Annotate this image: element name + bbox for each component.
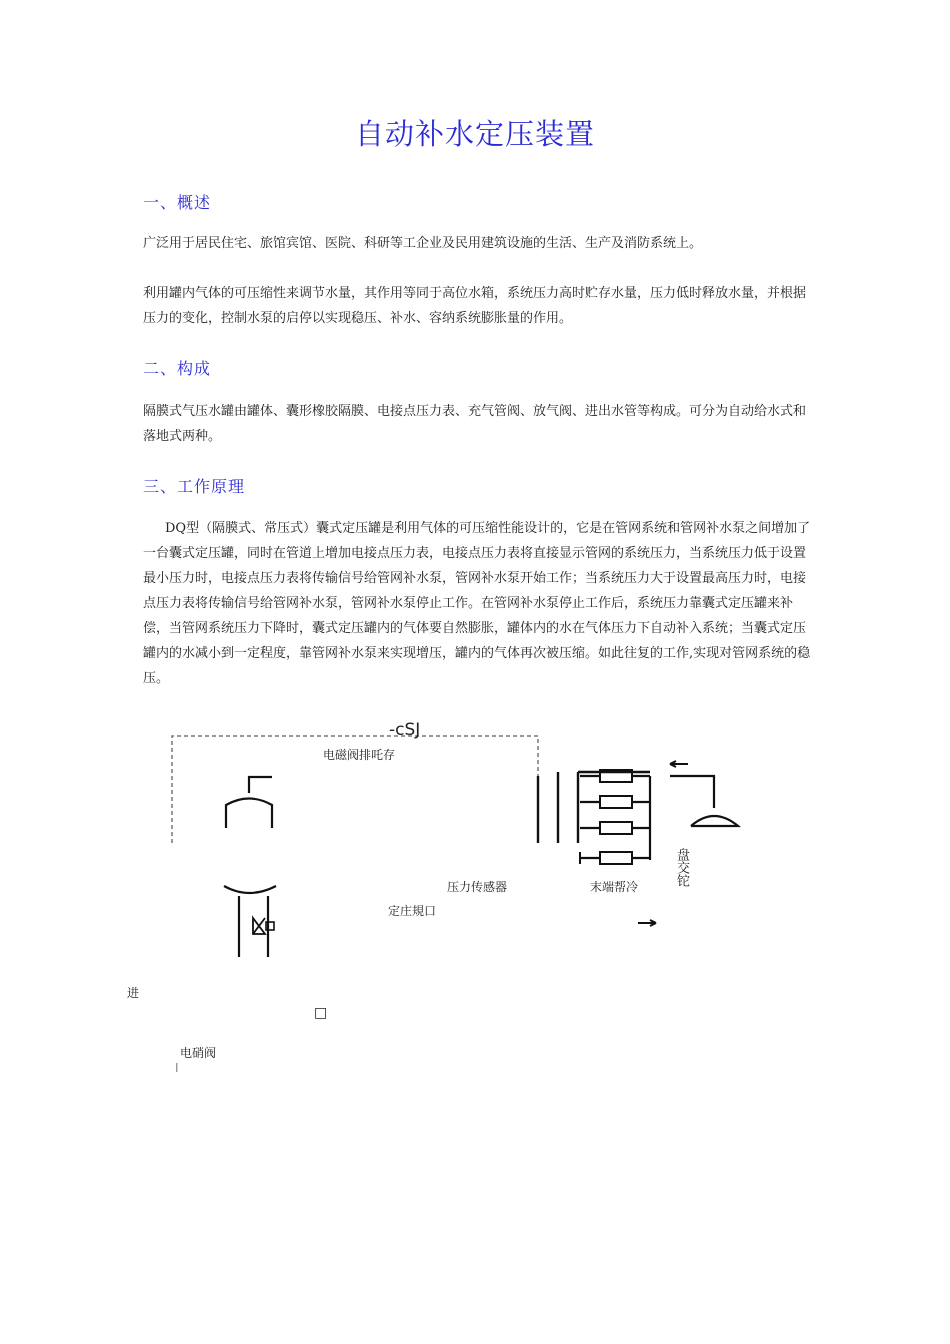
resistor-2 [600,796,632,808]
label-side-vertical: 盘交铊 [674,848,689,887]
paragraph-overview-usage: 广泛用于居民住宅、旅馆宾馆、医院、科研等工企业及民用建筑设施的生活、生产及消防系统上。 [143,236,703,251]
bar-mark: I [175,1061,179,1075]
page-title: 自动补水定压装置 [354,117,595,151]
label-pressure-sensor: 压力传感器 [447,880,508,894]
resistor-3 [600,822,632,834]
tank-right [670,776,738,826]
diagram-lines [0,700,950,1100]
section-heading-working-principle: 三、工作原理 [143,477,246,496]
label-inlet: 进 [127,986,140,1000]
label-solenoid-exhaust: 电磁阀排吒存 [323,748,396,762]
pipe-riser-left [538,772,558,843]
label-terminal: 末端帮冷 [590,880,639,894]
section-heading-composition: 二、构成 [143,359,212,378]
label-solenoid-valve: 电硝阀 [180,1046,217,1060]
arrow-right-icon [638,920,656,926]
paragraph-working-principle: DQ型（隔膜式、常压式）囊式定压罐是利用气体的可压缩性能设计的，它是在管网系统和管网补水泵之间增加了一台囊式定压罐，同时在管道上增加电接点压力表，电接点压力表将直接显示管网的系统压力，当系统压力低于设置最小压力时，电接点压力表将传输信号给管网补水泵，管网补水泵开始工作；当系统压力大于设置最高压力时，电接点压力表将传输信号给管网补水泵，管网补水泵停止工作。在管网补水泵停止工作后，系统压力靠囊式定压罐来补偿，当管网系统压力下降时，囊式定压罐内的气体要自然膨胀，罐体内的水在气体压力下自动补入系统；当囊式定压罐内的水减小到一定程度，靠管网补水泵来实现增压，罐内的气体再次被压缩。如此往复的工作,实现对管网系统的稳压。 [143,521,811,686]
section-heading-overview: 一、概述 [143,193,212,212]
tank-upper-left [226,777,272,828]
arrow-left-icon [670,761,688,767]
resistor-4 [600,852,632,864]
valve-icon [253,918,265,934]
label-top-code: -cSJ [389,720,421,740]
paragraph-composition: 隔膜式气压水罐由罐体、囊形橡胶隔膜、电接点压力表、充气管阀、放气阀、进出水管等构成。可分为自动给水式和落地式两种。 [143,404,807,444]
system-diagram [0,700,950,1100]
label-regulator-port: 定庄規口 [388,904,437,918]
paragraph-overview-principle: 利用罐内气体的可压缩性来调节水量，其作用等同于高位水箱，系统压力高时贮存水量，压力低时释放水量，并根据压力的变化，控制水泵的启停以实现稳压、补水、容纳系统膨胀量的作用。 [143,286,807,326]
checkbox-glyph: □ [314,1005,328,1021]
